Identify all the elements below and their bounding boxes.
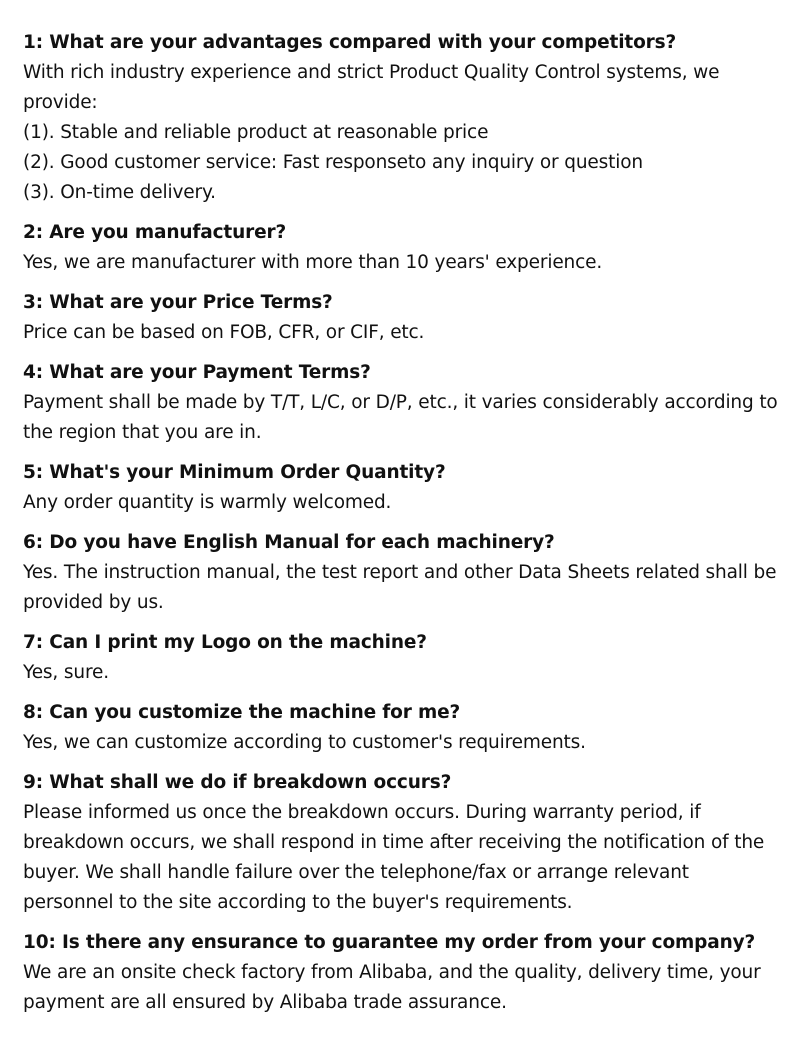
faq-question: 6: Do you have English Manual for each machinery? xyxy=(23,532,555,553)
faq-answer xyxy=(23,798,783,918)
faq-question: 7: Can I print my Logo on the machine? xyxy=(23,632,427,653)
faq-item-4 xyxy=(23,358,783,448)
faq-question: 4: What are your Payment Terms? xyxy=(23,362,371,383)
faq-answer xyxy=(23,958,783,1018)
faq-item-3 xyxy=(23,288,783,348)
faq-answer-line: Payment shall be made by T/T, L/C, or D/P, etc., it varies considerably according to the region that you are in. xyxy=(23,392,778,443)
faq-answer-line: Yes. The instruction manual, the test report and other Data Sheets related shall be provided by us. xyxy=(23,562,777,613)
faq-item-6 xyxy=(23,528,783,618)
faq-answer-line: Yes, sure. xyxy=(23,662,109,683)
faq-question: 8: Can you customize the machine for me? xyxy=(23,702,461,723)
faq-answer xyxy=(23,318,783,348)
faq-answer xyxy=(23,728,783,758)
faq-question: 2: Are you manufacturer? xyxy=(23,222,287,243)
faq-answer xyxy=(23,248,783,278)
faq-item-1 xyxy=(23,28,783,208)
faq-item-10 xyxy=(23,928,783,1018)
faq-question: 3: What are your Price Terms? xyxy=(23,292,333,313)
faq-answer xyxy=(23,658,783,688)
faq-item-9 xyxy=(23,768,783,918)
faq-answer-line: (2). Good customer service: Fast responseto any inquiry or question xyxy=(23,152,643,173)
faq-answer-line: (1). Stable and reliable product at reasonable price xyxy=(23,122,489,143)
faq-answer xyxy=(23,388,783,448)
faq-answer-line: (3). On-time delivery. xyxy=(23,182,216,203)
faq-question: 5: What's your Minimum Order Quantity? xyxy=(23,462,446,483)
faq-item-2 xyxy=(23,218,783,278)
faq-answer-line: We are an onsite check factory from Alibaba, and the quality, delivery time, your payment are all ensured by Alibaba trade assurance. xyxy=(23,962,761,1013)
faq-question: 9: What shall we do if breakdown occurs? xyxy=(23,772,452,793)
faq-item-7 xyxy=(23,628,783,688)
faq-item-5 xyxy=(23,458,783,518)
faq-answer-line: Yes, we can customize according to customer's requirements. xyxy=(23,732,586,753)
faq-answer xyxy=(23,488,783,518)
faq-answer xyxy=(23,558,783,618)
faq-list xyxy=(23,28,783,1028)
faq-answer-line: Any order quantity is warmly welcomed. xyxy=(23,492,392,513)
faq-question: 1: What are your advantages compared with your competitors? xyxy=(23,32,677,53)
faq-question: 10: Is there any ensurance to guarantee my order from your company? xyxy=(23,932,756,953)
faq-answer-line: Yes, we are manufacturer with more than 10 years' experience. xyxy=(23,252,603,273)
faq-answer xyxy=(23,58,783,208)
faq-answer-line: With rich industry experience and strict Product Quality Control systems, we provide: xyxy=(23,62,720,113)
faq-item-8 xyxy=(23,698,783,758)
faq-answer-line: Please informed us once the breakdown occurs. During warranty period, if breakdown occurs, we shall respond in time after receiving the notification of the buyer. We shall handle failure over the telephone/fax or arrange relevant personnel to the site according to the buyer's requirements. xyxy=(23,802,765,913)
faq-answer-line: Price can be based on FOB, CFR, or CIF, etc. xyxy=(23,322,425,343)
